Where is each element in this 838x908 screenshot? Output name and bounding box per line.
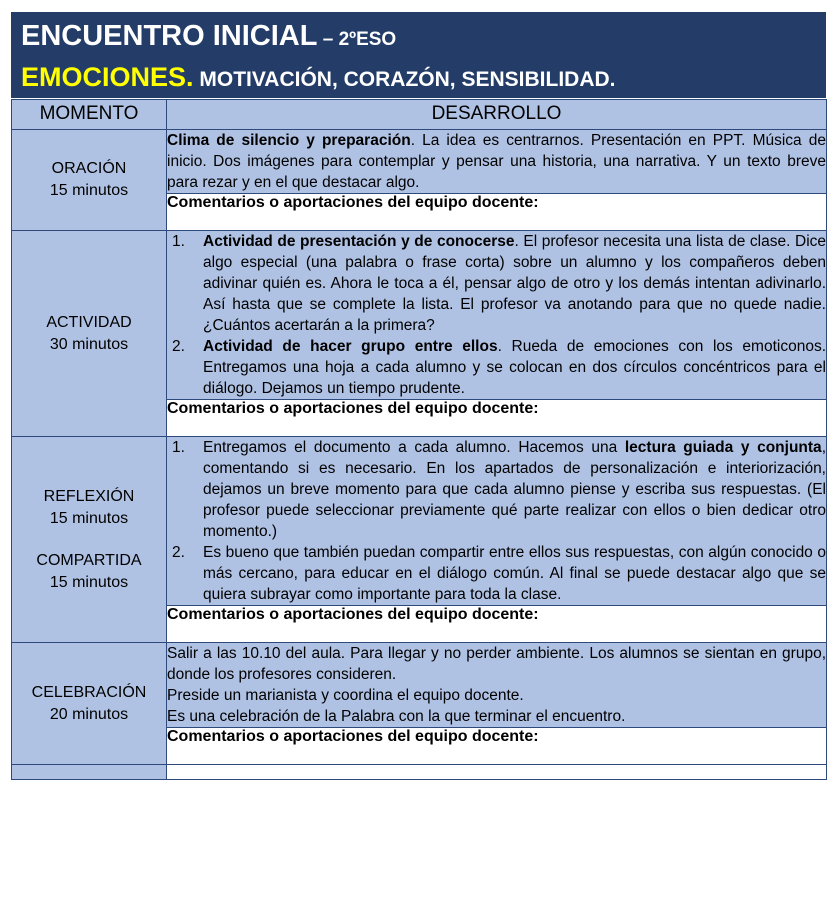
- list-item: [167, 336, 826, 399]
- paragraph: [167, 130, 826, 193]
- desarrollo-cell-actividad: [167, 231, 827, 400]
- list-item: [167, 231, 826, 336]
- moment-duration: 15 minutos: [49, 182, 129, 199]
- table-row: [12, 437, 827, 606]
- desarrollo-cell-oracion: [167, 130, 827, 194]
- list-body: [203, 231, 826, 336]
- comment-writing-space[interactable]: [167, 212, 826, 230]
- moment-name: ACTIVIDAD: [46, 313, 132, 331]
- list-marker: 1.: [172, 233, 185, 250]
- moment-spacer: [12, 530, 166, 550]
- column-header-momento: MOMENTO: [12, 100, 167, 130]
- paragraph-text: . La idea es centrarnos. Presentación en PPT. Música de inicio. Dos imágenes para contemplar y pensar una historia, una narrativa. Y un texto breve para rezar y en el que destacar algo.: [167, 132, 826, 191]
- list-item: [167, 437, 826, 542]
- moment-duration: 30 minutos: [49, 335, 129, 353]
- desarrollo-cell-celebracion: [167, 643, 827, 728]
- desarrollo-cell-reflexion: [167, 437, 827, 606]
- comment-cell-oracion[interactable]: [167, 194, 827, 231]
- list-marker: 1.: [172, 439, 185, 456]
- moment-cell-next: [12, 765, 167, 780]
- comment-label: Comentarios o aportaciones del equipo docente:: [167, 194, 539, 211]
- list-text: . El profesor necesita una lista de clase. Dice algo especial (una palabra o frase corta) sobre un alumno y los compañeros deben adivinar quién es. Ahora le toca a él, pensar algo de otro y los demás intentan adivinarlo. Así hasta que se complete la lista. El profesor va anotando para que no quede nadie. ¿Cuántos acertarán a la primera?: [203, 233, 827, 334]
- moment-cell-actividad: [12, 231, 167, 437]
- paragraph-bold-lead: Clima de silencio y preparación: [167, 132, 411, 149]
- list-text: . Rueda de emociones con los emoticonos. Entregamos una hoja a cada alumno y se colocan en dos círculos concéntricos para el diálogo. Dejamos un tiempo prudente.: [203, 338, 826, 397]
- numbered-list: [167, 437, 826, 605]
- table-row: [12, 231, 827, 400]
- table-row: [12, 643, 827, 728]
- document-title: ENCUENTRO INICIAL: [21, 20, 318, 52]
- moment-name: REFLEXIÓN: [43, 487, 135, 505]
- comment-writing-space[interactable]: [167, 746, 826, 764]
- line: Es una celebración de la Palabra con la que terminar el encuentro.: [167, 708, 626, 725]
- moment-cell-reflexion: [12, 437, 167, 643]
- moment-name: ORACIÓN: [51, 160, 127, 177]
- list-bold-lead: Actividad de presentación y de conocerse: [203, 233, 515, 250]
- list-body: [203, 336, 826, 399]
- list-text: , comentando si es necesario. En los apartados de personalización e interiorización, dejamos un breve momento para que cada alumno piense y escriba sus respuestas. (El profesor puede seleccionar previamente qué parte realizar con ellos o bien dedicar otro momento.): [203, 439, 826, 540]
- comment-cell-reflexion[interactable]: [167, 606, 827, 643]
- table-row: [12, 130, 827, 194]
- comment-label: Comentarios o aportaciones del equipo docente:: [167, 728, 539, 745]
- table-header-row: [12, 100, 827, 130]
- list-bold-lead: Actividad de hacer grupo entre ellos: [203, 338, 498, 355]
- comment-label: Comentarios o aportaciones del equipo docente:: [167, 606, 539, 623]
- banner-line-2: [21, 57, 826, 98]
- column-header-desarrollo: DESARROLLO: [167, 100, 827, 130]
- moment-cell-celebracion: [12, 643, 167, 765]
- table-row-clipped: [12, 765, 827, 780]
- moment-duration: 15 minutos: [49, 509, 129, 527]
- theme-description: MOTIVACIÓN, CORAZÓN, SENSIBILIDAD.: [193, 68, 616, 91]
- moment-cell-oracion: [12, 130, 167, 231]
- document-subtitle-grade: – 2ºESO: [317, 29, 397, 50]
- encounter-plan-table: [11, 99, 827, 780]
- list-marker: 2.: [172, 338, 185, 355]
- moment-name: CELEBRACIÓN: [31, 683, 147, 701]
- list-bold-phrase: lectura guiada y conjunta: [624, 439, 822, 456]
- list-text: Es bueno que también puedan compartir entre ellos sus respuestas, con algún conocido o más cercano, para educar en el diálogo común. Al final se puede destacar algo que se quiera subrayar como importante para toda la clase.: [203, 544, 826, 603]
- moment-duration-secondary: 15 minutos: [49, 573, 129, 591]
- desarrollo-cell-next: [167, 765, 827, 780]
- title-banner: [11, 12, 826, 98]
- comment-label: Comentarios o aportaciones del equipo docente:: [167, 400, 539, 417]
- moment-name-secondary: COMPARTIDA: [36, 551, 142, 569]
- banner-line-1: [21, 16, 826, 57]
- line: Preside un marianista y coordina el equipo docente.: [167, 687, 524, 704]
- comment-cell-actividad[interactable]: [167, 400, 827, 437]
- comment-writing-space[interactable]: [167, 624, 826, 642]
- list-pre-text: Entregamos el documento a cada alumno. Hacemos una: [203, 439, 625, 456]
- line: Salir a las 10.10 del aula. Para llegar y no perder ambiente. Los alumnos se sientan en grupo, donde los profesores consideren.: [167, 645, 826, 683]
- list-body: [203, 542, 826, 605]
- theme-keyword: EMOCIONES.: [21, 62, 194, 92]
- comment-writing-space[interactable]: [167, 418, 826, 436]
- list-body: [203, 437, 826, 542]
- list-item: [167, 542, 826, 605]
- numbered-list: [167, 231, 826, 399]
- list-marker: 2.: [172, 544, 185, 561]
- comment-cell-celebracion[interactable]: [167, 728, 827, 765]
- moment-duration: 20 minutos: [49, 705, 129, 723]
